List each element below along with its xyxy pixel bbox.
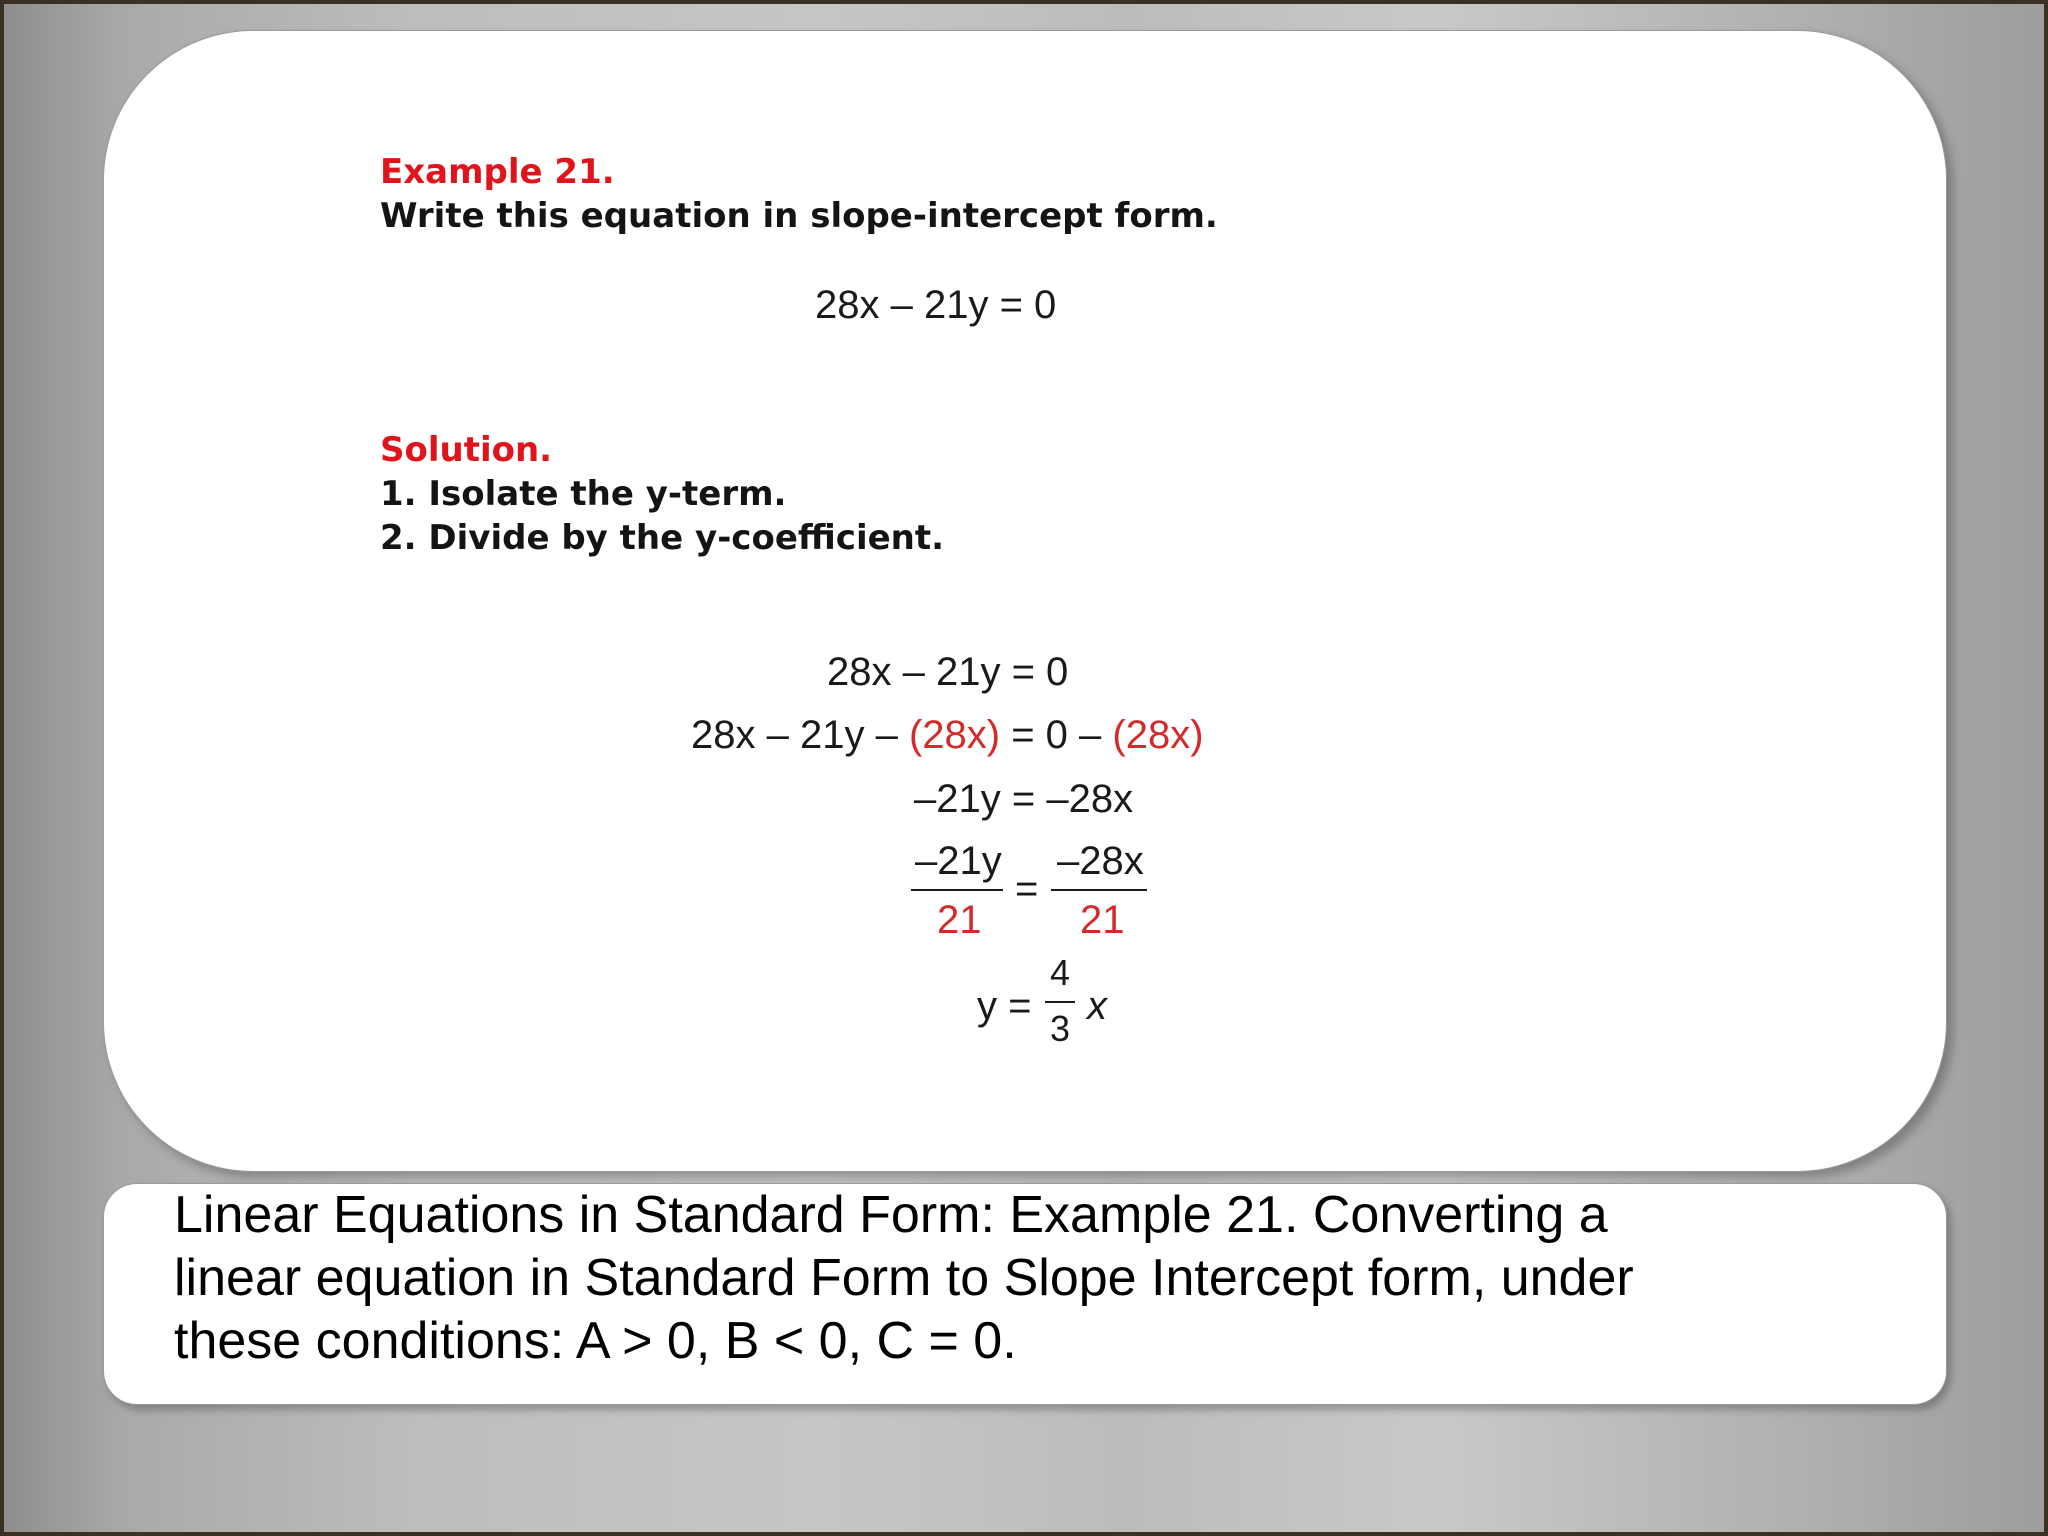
work-line-3: –21y = –28x: [914, 777, 1134, 821]
frame-top: [0, 0, 2048, 4]
caption-card: [103, 1183, 1947, 1405]
frame-left: [0, 0, 4, 1536]
final-frac-bar: [1045, 1001, 1075, 1003]
work-line-2-subtract-right: (28x): [1112, 713, 1204, 757]
frame-right: [2044, 0, 2048, 1536]
frac-left-denominator: 21: [937, 898, 982, 942]
work-line-2: [691, 715, 1204, 755]
work-line-2-subtract-left: (28x): [908, 713, 1001, 757]
work-line-2-mid: = 0 –: [1000, 713, 1113, 757]
caption-text: Linear Equations in Standard Form: Example 21. Converting a linear equation in Standard Form to Slope Intercept form, under these conditions: A > 0, B < 0, C = 0.: [174, 1186, 1634, 1370]
frame-bottom: [0, 1532, 2048, 1536]
frac-right-denominator: 21: [1080, 898, 1125, 942]
solution-title: Solution.: [380, 430, 553, 470]
final-numerator: 4: [1050, 952, 1071, 993]
final-denominator: 3: [1050, 1008, 1071, 1049]
final-lhs: y =: [977, 984, 1032, 1028]
example-title: Example 21.: [380, 152, 615, 192]
frac-left-bar: [911, 889, 1003, 891]
example-instruction: Write this equation in slope-intercept form.: [380, 196, 1218, 236]
final-variable: x: [1087, 984, 1107, 1028]
solution-step-2: 2. Divide by the y-coefficient.: [380, 518, 945, 558]
work-line-1: 28x – 21y = 0: [827, 650, 1069, 694]
frac-left-numerator: –21y: [915, 839, 1002, 883]
given-equation: 28x – 21y = 0: [815, 283, 1057, 327]
solution-step-1: 1. Isolate the y-term.: [380, 474, 787, 514]
work-line-2-lhs: 28x – 21y –: [691, 713, 909, 757]
frac-right-bar: [1051, 889, 1147, 891]
frac-equals: =: [1015, 867, 1039, 911]
slide-card: [103, 30, 1947, 1172]
frac-right-numerator: –28x: [1057, 839, 1144, 883]
